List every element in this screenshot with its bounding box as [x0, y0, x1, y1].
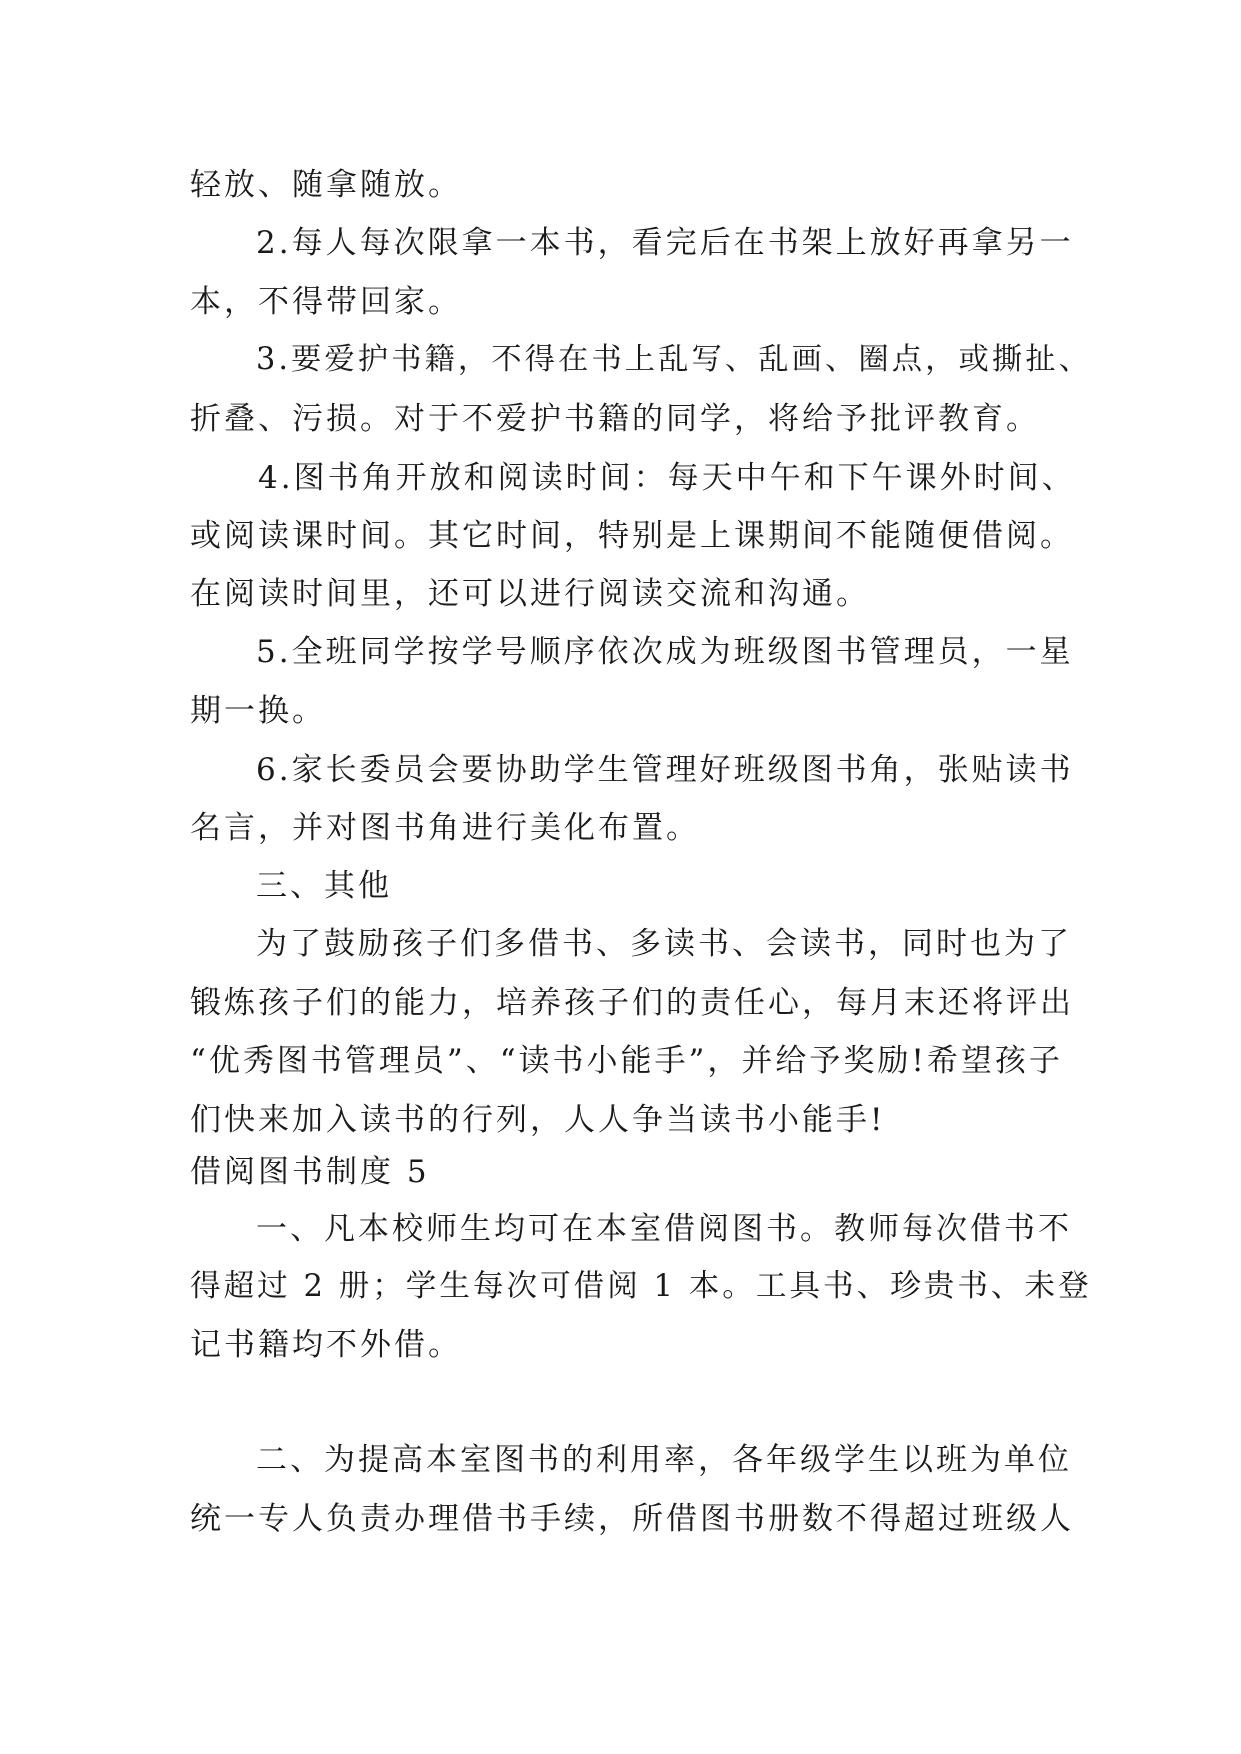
text-line: 为了鼓励孩子们多借书、多读书、会读书，同时也为了	[256, 926, 1072, 962]
text-line: 在阅读时间里，还可以进行阅读交流和沟通。	[190, 576, 870, 612]
text-line: 一、凡本校师生均可在本室借阅图书。教师每次借书不	[256, 1211, 1072, 1247]
text-line: 期一换。	[190, 693, 326, 729]
text-line: 们快来加入读书的行列，人人争当读书小能手!	[190, 1102, 886, 1138]
text-line: 5.全班同学按学号顺序依次成为班级图书管理员，一星	[256, 634, 1074, 670]
text-line: 名言，并对图书角进行美化布置。	[190, 810, 700, 846]
section-heading: 三、其他	[256, 868, 392, 904]
text-line: 得超过 2 册；学生每次可借阅 1 本。工具书、珍贵书、未登	[190, 1269, 1092, 1304]
text-line: 锻炼孩子们的能力，培养孩子们的责任心，每月末还将评出	[190, 985, 1074, 1021]
text-line: 6.家长委员会要协助学生管理好班级图书角，张贴读书	[256, 752, 1074, 788]
text-line: 折叠、污损。对于不爱护书籍的同学，将给予批评教育。	[190, 401, 1040, 437]
text-line: 或阅读课时间。其它时间，特别是上课期间不能随便借阅。	[190, 518, 1074, 554]
text-line: 4.图书角开放和阅读时间：每天中午和下午课外时间、	[258, 460, 1076, 496]
text-line: 2.每人每次限拿一本书，看完后在书架上放好再拿另一	[256, 225, 1074, 261]
document-title: 借阅图书制度 5	[190, 1154, 430, 1190]
text-line: 本，不得带回家。	[190, 284, 462, 320]
text-line: 二、为提高本室图书的利用率，各年级学生以班为单位	[256, 1442, 1072, 1478]
text-line: 轻放、随拿随放。	[190, 167, 462, 203]
text-line: 统一专人负责办理借书手续，所借图书册数不得超过班级人	[190, 1501, 1074, 1537]
text-line: 3.要爱护书籍，不得在书上乱写、乱画、圈点，或撕扯、	[256, 342, 1092, 377]
text-line: “优秀图书管理员”、“读书小能手”，并给予奖励!希望孩子	[190, 1043, 1063, 1079]
text-line: 记书籍均不外借。	[190, 1327, 462, 1363]
